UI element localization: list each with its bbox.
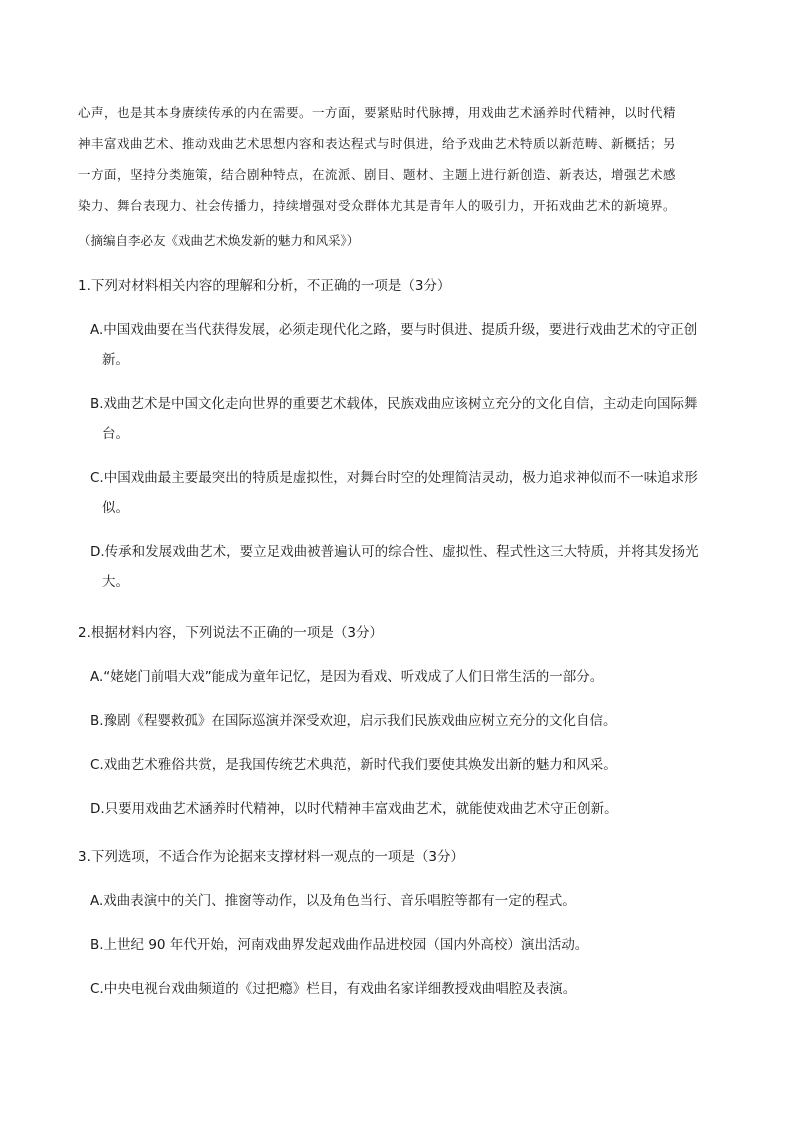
- option-text: D.只要用戏曲艺术涵养时代精神，以时代精神丰富戏曲艺术，就能使戏曲艺术守正创新。: [90, 801, 618, 817]
- question-title: 3.下列选项，不适合作为论据来支撑材料一观点的一项是（3分）: [78, 849, 464, 865]
- option-c: [90, 750, 728, 780]
- option-text: D.传承和发展戏曲艺术，要立足戏曲被普遍认可的综合性、虚拟性、程式性这三大特质，并将其发扬光: [90, 544, 699, 560]
- option-text: C.中国戏曲最主要最突出的特质是虚拟性，对舞台时空的处理简洁灵动，极力追求神似而不一味追求形: [90, 470, 698, 486]
- option-c: [90, 974, 728, 1004]
- option-c: [90, 463, 728, 523]
- option-b: [90, 706, 728, 736]
- option-text: B.上世纪 90 年代开始，河南戏曲界发起戏曲作品进校园（国内外高校）演出活动。: [90, 937, 589, 953]
- option-b: [90, 389, 728, 449]
- option-a: [90, 662, 728, 692]
- option-text-continued: 大。: [102, 574, 129, 590]
- option-text-continued: 台。: [102, 426, 129, 442]
- passage-text: [78, 97, 718, 221]
- option-text: A.“姥姥门前唱大戏”能成为童年记忆，是因为看戏、听戏成了人们日常生活的一部分。: [90, 669, 604, 685]
- option-text-continued: 似。: [102, 500, 129, 516]
- option-d: [90, 794, 728, 824]
- option-text: A.戏曲表演中的关门、推窗等动作，以及角色当行、音乐唱腔等都有一定的程式。: [90, 893, 576, 909]
- question-title: 2.根据材料内容，下列说法不正确的一项是（3分）: [78, 625, 383, 641]
- question-2: [78, 618, 728, 824]
- passage-line: 染力、舞台表现力、社会传播力，持续增强对受众群体尤其是青年人的吸引力，开拓戏曲艺术的新境界。: [78, 198, 677, 213]
- question-title: 1.下列对材料相关内容的理解和分析，不正确的一项是（3分）: [78, 278, 451, 294]
- option-a: [90, 315, 728, 375]
- option-a: [90, 886, 728, 916]
- option-text: C.戏曲艺术雅俗共赏，是我国传统艺术典范，新时代我们要使其焕发出新的魅力和风采。: [90, 757, 617, 773]
- question-1: [78, 271, 728, 597]
- option-b: [90, 930, 728, 960]
- option-text: B.戏曲艺术是中国文化走向世界的重要艺术载体，民族戏曲应该树立充分的文化自信，主动走向国际舞: [90, 396, 698, 412]
- option-text: A.中国戏曲要在当代获得发展，必须走现代化之路，要与时俱进、提质升级，要进行戏曲艺术的守正创: [90, 322, 698, 338]
- question-3: [78, 842, 728, 1004]
- passage-line: 神丰富戏曲艺术、推动戏曲艺术思想内容和表达程式与时俱进，给予戏曲艺术特质以新范畴、新概括；另: [78, 136, 677, 151]
- passage-line: 心声，也是其本身赓续传承的内在需要。一方面，要紧贴时代脉搏，用戏曲艺术涵养时代精神，以时代精: [78, 105, 677, 120]
- option-text-continued: 新。: [102, 352, 129, 368]
- passage-line: 一方面，坚持分类施策，结合剧种特点，在流派、剧目、题材、主题上进行新创造、新表达，增强艺术感: [78, 167, 677, 182]
- passage-source: （摘编自李必友《戏曲艺术焕发新的魅力和风采》）: [78, 233, 360, 248]
- option-d: [90, 537, 728, 597]
- option-text: B.豫剧《程婴救孤》在国际巡演并深受欢迎，启示我们民族戏曲应树立充分的文化自信。: [90, 713, 617, 729]
- option-text: C.中央电视台戏曲频道的《过把瘾》栏目，有戏曲名家详细教授戏曲唱腔及表演。: [90, 981, 577, 997]
